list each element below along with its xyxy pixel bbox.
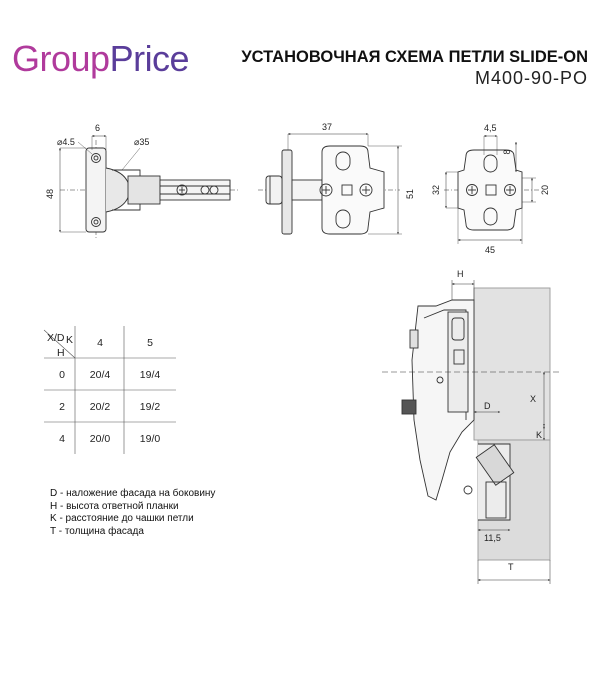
parameter-table — [47, 332, 160, 445]
dim-label-t: T — [508, 562, 514, 572]
dim-six: 6 — [95, 123, 101, 133]
dim-label-d: D — [484, 401, 491, 411]
table-cell-4: 20/0 — [89, 433, 111, 445]
table-header-k: K — [66, 334, 74, 346]
page-title: УСТАНОВОЧНАЯ СХЕМА ПЕТЛИ SLIDE-ON — [241, 48, 588, 66]
brand-logo-part1: Group — [12, 38, 110, 79]
dim-cup-diameter: ⌀35 — [134, 137, 150, 147]
dim-label-11-5: 11,5 — [484, 533, 501, 543]
dim-height-32: 32 — [431, 184, 441, 196]
dim-label-h: H — [457, 269, 464, 279]
hinge-front-view — [258, 134, 402, 234]
dim-height-8: 8 — [502, 149, 512, 155]
brand-logo-part2: Price — [109, 38, 190, 79]
table-header-xd: X/D — [47, 332, 65, 344]
dim-label-x: X — [530, 394, 537, 404]
table-cell-h: 0 — [59, 369, 65, 381]
dim-width-37: 37 — [322, 122, 333, 132]
dim-label-k: K — [536, 430, 543, 440]
dim-width-4-5: 4,5 — [484, 123, 497, 133]
table-cell-5: 19/2 — [139, 401, 161, 413]
legend-item: D - наложение фасада на боковину — [50, 488, 216, 499]
dim-height-20: 20 — [540, 184, 550, 196]
dim-hole-diameter: ⌀4.5 — [57, 137, 75, 147]
hinge-section-view — [382, 280, 560, 584]
table-cell-4: 20/2 — [89, 401, 111, 413]
hinge-top-view — [60, 136, 240, 238]
dim-height-48: 48 — [45, 188, 55, 200]
table-cell-5: 19/4 — [139, 369, 161, 381]
table-header-h: H — [57, 347, 65, 359]
table-cell-4: 20/4 — [89, 369, 111, 381]
legend — [50, 488, 215, 538]
table-cell-h: 4 — [59, 433, 65, 445]
model-number: M400-90-PO — [474, 68, 588, 88]
table-cell-h: 2 — [59, 401, 65, 413]
legend-item: K - расстояние до чашки петли — [50, 513, 194, 525]
table-header-col-4: 4 — [97, 337, 103, 349]
dim-width-45: 45 — [485, 245, 496, 255]
dim-height-51: 51 — [405, 188, 415, 200]
legend-item: H - высота ответной планки — [50, 500, 179, 512]
mounting-plate-view — [444, 136, 540, 244]
table-header-col-5: 5 — [147, 337, 153, 349]
legend-item: T - толщина фасада — [50, 525, 144, 537]
table-cell-5: 19/0 — [139, 433, 161, 445]
